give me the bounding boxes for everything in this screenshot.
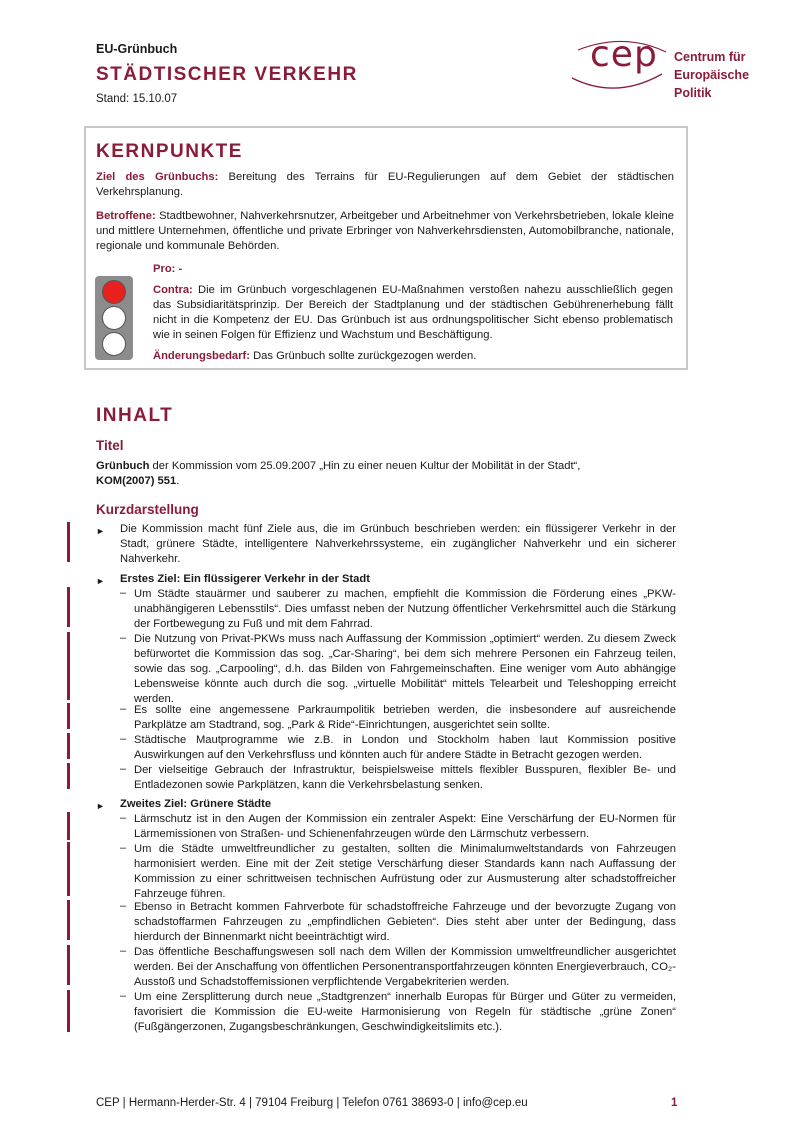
aenderung-label: Änderungsbedarf: xyxy=(153,350,250,362)
ziel2-item: Um die Städte umweltfreundlicher zu gestalten, sollten die Minimalumweltstandards von Fahrzeugen harmonisiert werden. Eine mit der Zeit stetige Verschärfung dieser Standards kann nach Auffassung der Kommission zu einer schrittweisen technischen Aufrüstung oder zur Ausmusterung alter schadstoffreicher Fahrzeuge führen. xyxy=(134,843,676,900)
contra-text: Die im Grünbuch vorgeschlagenen EU-Maßnahmen verstoßen nahezu ausschließlich gegen das Subsidiaritätsprinzip. Der Bereich der Stadtplanung und der städtischen Gebührenerhebung fällt nicht in die Kompetenz der EU. Das Grünbuch ist aus ordnungspolitischer Sicht ebenso problematisch wie in seinen Folgen für Effizienz und Wachstum und Beschäftigung. xyxy=(153,284,673,341)
ziel2-heading: Zweites Ziel: Grünere Städte xyxy=(120,798,272,810)
titel-heading: Titel xyxy=(96,438,124,453)
ziel1-item: Die Nutzung von Privat-PKWs muss nach Auffassung der Kommission „optimiert“ werden. Zu diesem Zweck befürwortet die Kommission das sog. „Car-Sharing“, bei dem sich mehrere Personen ein Fahrzeug teilen, sowie das sog. „Carpooling“, d.h. das Bilden von Fahrgemeinschaften. Eine weniger vom Auto abhängige Lebensweise könnte auch durch die sog. „virtuelle Mobilität“ mittels Telearbeit und Teleshopping erreicht werden. xyxy=(134,633,676,705)
pro-text: - xyxy=(175,263,183,275)
ziel2-item: Lärmschutz ist in den Augen der Kommission ein zentraler Aspekt: Eine Verschärfung der EU-Normen für Lärmemissionen von Straßen- und Schienenfahrzeugen würde den Lärmschutz verbessern. xyxy=(134,813,676,840)
titel-paragraph xyxy=(96,459,674,489)
dash-marker: – xyxy=(120,900,127,912)
aenderung-text: Das Grünbuch sollte zurückgezogen werden. xyxy=(249,350,477,362)
change-bar xyxy=(67,945,70,985)
footer-contact: CEP | Hermann-Herder-Str. 4 | 79104 Freiburg | Telefon 0761 38693-0 | info@cep.eu xyxy=(96,1097,528,1109)
betroffene-text: Stadtbewohner, Nahverkehrsnutzer, Arbeitgeber und Arbeitnehmer von Verkehrsbetrieben, lokale kleine und mittlere Unternehmen, öffentliche und private Erbringer von Nahverkehrsdiensten, Automobilbranche, nationale, regionale und kommunale Behörden. xyxy=(96,210,674,252)
ziel1-item: Der vielseitige Gebrauch der Infrastruktur, beispielsweise mittels flexibler Busspuren, flexibler Be- und Entladezonen sowie Parkplätzen, kann die Verkehrsbelastung senken. xyxy=(134,764,676,791)
dash-marker: – xyxy=(120,587,127,599)
dash-marker: – xyxy=(120,703,127,715)
ziel1-heading: Erstes Ziel: Ein flüssigerer Verkehr in der Stadt xyxy=(120,573,370,585)
bullet-arrow-icon: ► xyxy=(96,576,105,586)
ziel-paragraph xyxy=(96,170,674,200)
dash-marker: – xyxy=(120,990,127,1002)
traffic-light-green xyxy=(102,332,126,356)
document-series: EU-Grünbuch xyxy=(96,42,178,56)
page-number: 1 xyxy=(671,1097,678,1109)
logo-line: Politik xyxy=(674,86,712,100)
document-title: STÄDTISCHER VERKEHR xyxy=(96,64,358,85)
dash-marker: – xyxy=(120,945,127,957)
cep-logo xyxy=(566,34,766,104)
dash-marker: – xyxy=(120,632,127,644)
dash-marker: – xyxy=(120,733,127,745)
titel-text: der Kommission vom 25.09.2007 „Hin zu einer neuen Kultur der Mobilität in der Stadt“, xyxy=(149,460,581,472)
titel-end: . xyxy=(176,475,180,487)
ziel1-item: Es sollte eine angemessene Parkraumpolitik betrieben werden, die insbesondere auf ausreichende Parkplätze am Stadtrand, sog. „Park & Ride“-Einrichtungen, ausgerichtet sein sollte. xyxy=(134,704,676,731)
kurzdarstellung-heading: Kurzdarstellung xyxy=(96,502,199,517)
traffic-light-red xyxy=(102,280,126,304)
dash-marker: – xyxy=(120,763,127,775)
ziel2-item: Ebenso in Betracht kommen Fahrverbote für schadstoffreiche Fahrzeuge und der bevorzugte Zugang von schadstoffarmen Fahrzeugen zu „empfindlichen Gebieten“. Dies steht aber unter der Bedingung, dass hierdurch der Binnenmarkt nicht beeinträchtigt wird. xyxy=(134,901,676,943)
ziel2-item: Das öffentliche Beschaffungswesen soll nach dem Willen der Kommission umweltfreundlicher ausgerichtet werden. Bei der Anschaffung von öffentlichen Personentransportfahrzeugen könnten Energieverbrauch, CO₂-Ausstoß und Schadstoffemissionen verpflichtende Vergabekriterien werden. xyxy=(134,946,676,988)
logo-organization-name xyxy=(674,48,749,102)
betroffene-paragraph xyxy=(96,209,674,254)
contra-label: Contra: xyxy=(153,284,193,296)
dash-marker: – xyxy=(120,812,127,824)
aenderung-paragraph xyxy=(153,349,673,364)
change-bar xyxy=(67,522,70,562)
inhalt-heading: INHALT xyxy=(96,405,174,426)
change-bar xyxy=(67,703,70,729)
contra-paragraph xyxy=(153,283,673,343)
traffic-light-icon xyxy=(95,276,133,360)
ziel1-item: Um Städte stauärmer und sauberer zu machen, empfiehlt die Kommission die Förderung eines „PKW-unabhängigeren Lebensstils“. Dies umfasst neben der Nutzung öffentlicher Verkehrsmittel auch die Stärkung der Fortbewegung zu Fuß und mit dem Fahrrad. xyxy=(134,588,676,630)
kernpunkte-heading: KERNPUNKTE xyxy=(96,141,243,162)
change-bar xyxy=(67,900,70,940)
logo-line: Europäische xyxy=(674,68,750,82)
pro-label: Pro: xyxy=(153,263,176,275)
document-date: Stand: 15.10.07 xyxy=(96,93,178,105)
change-bar xyxy=(67,812,70,840)
bullet-arrow-icon: ► xyxy=(96,526,105,536)
ziel1-item: Städtische Mautprogramme wie z.B. in London und Stockholm haben laut Kommission positive Auswirkungen auf den Verkehrsfluss und könnten auch für andere Städte in Betracht gezogen werden. xyxy=(134,734,676,761)
ziel-text: Bereitung des Terrains für EU-Regulierungen auf dem Gebiet der städtischen Verkehrsplanung. xyxy=(96,171,674,198)
ziel-label: Ziel des Grünbuchs: xyxy=(96,171,219,183)
logo-line: Centrum für xyxy=(674,50,746,64)
intro-paragraph: Die Kommission macht fünf Ziele aus, die im Grünbuch beschrieben werden: ein flüssigerer Verkehr in der Stadt, grünere Städte, intelligentere Nahverkehrssysteme, ein zugänglicher Nahverkehr und ein sicherer Nahverkehr. xyxy=(120,523,676,565)
change-bar xyxy=(67,632,70,700)
traffic-light-yellow xyxy=(102,306,126,330)
logo-word: cep xyxy=(590,34,658,75)
change-bar xyxy=(67,733,70,759)
change-bar xyxy=(67,990,70,1032)
titel-reference: KOM(2007) 551 xyxy=(96,475,177,487)
bullet-arrow-icon: ► xyxy=(96,801,105,811)
change-bar xyxy=(67,587,70,627)
change-bar xyxy=(67,763,70,789)
titel-bold: Grünbuch xyxy=(96,460,150,472)
ziel2-item: Um eine Zersplitterung durch neue „Stadtgrenzen“ innerhalb Europas für Bürger und Güter zu vermeiden, favorisiert die Kommission die EU-weite Harmonisierung von Regeln für städtische „grüne Zonen“ (Fußgängerzonen, Zugangsbeschränkungen, Geschwindigkeitslimits etc.). xyxy=(134,991,676,1033)
change-bar xyxy=(67,842,70,896)
betroffene-label: Betroffene: xyxy=(96,210,156,222)
dash-marker: – xyxy=(120,842,127,854)
pro-paragraph xyxy=(153,262,673,277)
